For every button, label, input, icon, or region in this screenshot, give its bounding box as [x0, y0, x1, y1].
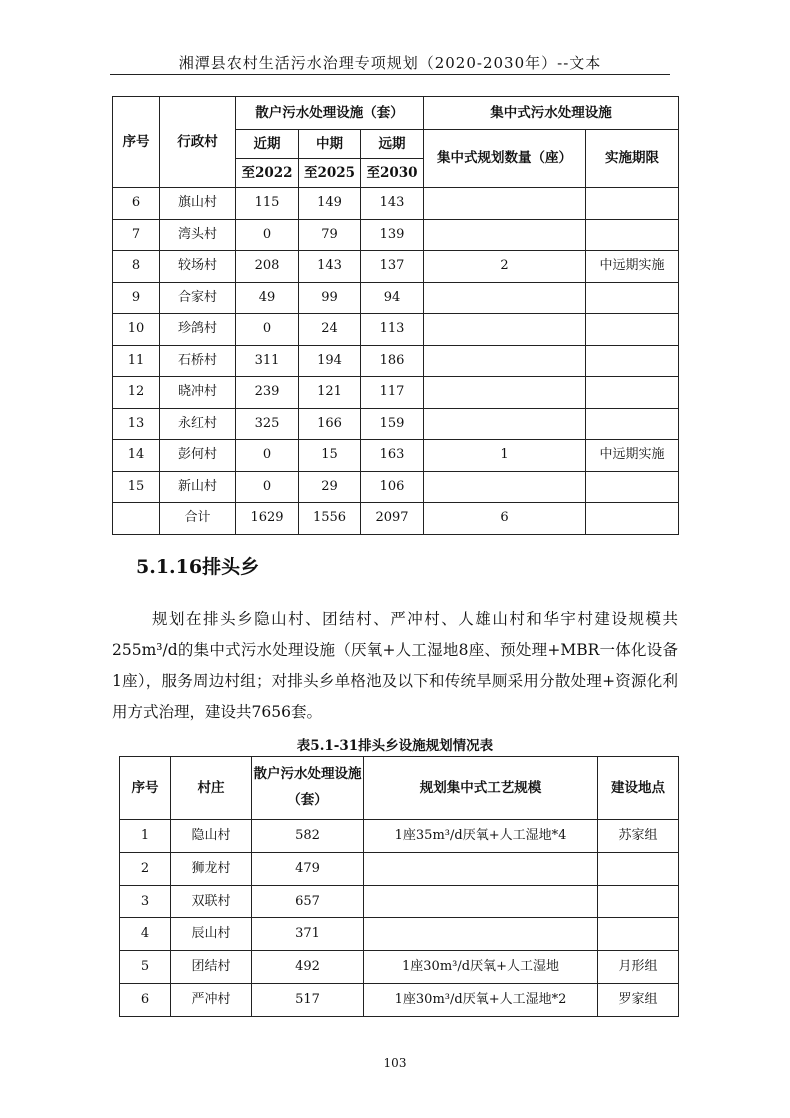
cell-central-count [424, 471, 586, 503]
cell-mid: 99 [299, 282, 361, 314]
cell-site [598, 918, 679, 951]
total-label: 合计 [160, 503, 236, 535]
cell-village: 狮龙村 [171, 852, 252, 885]
cell-village: 隐山村 [171, 820, 252, 853]
table-row [113, 471, 679, 503]
cell-seq: 6 [113, 188, 160, 220]
cell-near: 0 [236, 440, 299, 472]
table-row [113, 408, 679, 440]
cell-implement-period [586, 188, 679, 220]
col-header-mid: 中期 [299, 130, 361, 159]
cell-dispersed: 479 [252, 852, 364, 885]
table-row [120, 983, 679, 1016]
col-header-far-year: 至2030 [361, 159, 424, 188]
cell-seq: 5 [120, 951, 171, 984]
cell-site: 苏家组 [598, 820, 679, 853]
cell-far: 94 [361, 282, 424, 314]
cell-site [598, 852, 679, 885]
cell-implement-period [586, 282, 679, 314]
table-row [120, 918, 679, 951]
cell-site [598, 885, 679, 918]
cell-village: 辰山村 [171, 918, 252, 951]
cell-seq: 15 [113, 471, 160, 503]
cell-near: 311 [236, 345, 299, 377]
cell-seq: 4 [120, 918, 171, 951]
cell-near: 0 [236, 314, 299, 346]
col-header-near-year: 至2022 [236, 159, 299, 188]
cell-seq: 14 [113, 440, 160, 472]
table-row [113, 219, 679, 251]
total-period [586, 503, 679, 535]
col-header-central-count: 集中式规划数量（座） [424, 130, 586, 188]
cell-mid: 149 [299, 188, 361, 220]
table-row [113, 440, 679, 472]
cell-village: 永红村 [160, 408, 236, 440]
cell-central-count [424, 188, 586, 220]
total-row-blank [113, 503, 160, 535]
cell-central-count [424, 314, 586, 346]
cell-far: 137 [361, 251, 424, 283]
total-far: 2097 [361, 503, 424, 535]
cell-mid: 194 [299, 345, 361, 377]
cell-mid: 29 [299, 471, 361, 503]
cell-central-count [424, 282, 586, 314]
page-header-title: 湘潭县农村生活污水治理专项规划（2020-2030年）--文本 [178, 54, 602, 72]
col-header-dispersed: 散户污水处理设施（套） [252, 757, 364, 820]
table-row [113, 314, 679, 346]
cell-mid: 79 [299, 219, 361, 251]
total-mid: 1556 [299, 503, 361, 535]
table-caption: 表5.1-31排头乡设施规划情况表 [296, 738, 494, 754]
cell-village: 旗山村 [160, 188, 236, 220]
cell-far: 159 [361, 408, 424, 440]
table-row [113, 345, 679, 377]
cell-seq: 8 [113, 251, 160, 283]
cell-near: 49 [236, 282, 299, 314]
total-near: 1629 [236, 503, 299, 535]
table-row [113, 188, 679, 220]
cell-process [364, 885, 598, 918]
cell-seq: 11 [113, 345, 160, 377]
cell-dispersed: 492 [252, 951, 364, 984]
cell-far: 106 [361, 471, 424, 503]
cell-seq: 1 [120, 820, 171, 853]
cell-far: 117 [361, 377, 424, 409]
cell-dispersed: 657 [252, 885, 364, 918]
cell-central-count [424, 219, 586, 251]
col-header-mid-year: 至2025 [299, 159, 361, 188]
cell-mid: 166 [299, 408, 361, 440]
cell-village: 双联村 [171, 885, 252, 918]
col-group-central: 集中式污水处理设施 [424, 97, 679, 130]
cell-far: 143 [361, 188, 424, 220]
cell-seq: 9 [113, 282, 160, 314]
table-row [120, 885, 679, 918]
cell-central-count [424, 408, 586, 440]
cell-mid: 15 [299, 440, 361, 472]
cell-near: 325 [236, 408, 299, 440]
cell-near: 115 [236, 188, 299, 220]
cell-implement-period [586, 314, 679, 346]
total-count: 6 [424, 503, 586, 535]
cell-mid: 121 [299, 377, 361, 409]
cell-process [364, 852, 598, 885]
village-facility-table [112, 96, 679, 535]
cell-process [364, 918, 598, 951]
col-group-dispersed: 散户污水处理设施（套） [236, 97, 424, 130]
col-header-near: 近期 [236, 130, 299, 159]
cell-village: 珍鸽村 [160, 314, 236, 346]
cell-far: 113 [361, 314, 424, 346]
table-row [113, 251, 679, 283]
cell-village: 湾头村 [160, 219, 236, 251]
table-row [120, 951, 679, 984]
cell-seq: 13 [113, 408, 160, 440]
cell-site: 月形组 [598, 951, 679, 984]
cell-village: 石桥村 [160, 345, 236, 377]
cell-near: 239 [236, 377, 299, 409]
cell-seq: 12 [113, 377, 160, 409]
cell-implement-period: 中远期实施 [586, 251, 679, 283]
cell-seq: 6 [120, 983, 171, 1016]
col-header-process: 规划集中式工艺规模 [364, 757, 598, 820]
cell-village: 合家村 [160, 282, 236, 314]
cell-village: 彭何村 [160, 440, 236, 472]
body-paragraph: 规划在排头乡隐山村、团结村、严冲村、人雄山村和华宇村建设规模共255m³/d的集中式污水处理设施（厌氧+人工湿地8座、预处理+MBR一体化设备1座），服务周边村组；对排头乡单格池及以下和传统旱厕采用分散处理+资源化利用方式治理，建设共7656套。 [112, 610, 678, 721]
cell-site: 罗家组 [598, 983, 679, 1016]
col-header-far: 远期 [361, 130, 424, 159]
cell-implement-period [586, 377, 679, 409]
col-header-seq: 序号 [113, 97, 160, 188]
col-header-seq: 序号 [120, 757, 171, 820]
paitou-facility-table [119, 756, 679, 1017]
table-row [120, 820, 679, 853]
cell-near: 0 [236, 219, 299, 251]
col-header-implement: 实施期限 [586, 130, 679, 188]
cell-village: 团结村 [171, 951, 252, 984]
cell-central-count: 2 [424, 251, 586, 283]
table-row [113, 282, 679, 314]
cell-implement-period [586, 219, 679, 251]
cell-dispersed: 371 [252, 918, 364, 951]
cell-central-count [424, 377, 586, 409]
cell-village: 新山村 [160, 471, 236, 503]
cell-mid: 24 [299, 314, 361, 346]
cell-dispersed: 582 [252, 820, 364, 853]
cell-village: 较场村 [160, 251, 236, 283]
cell-far: 186 [361, 345, 424, 377]
cell-seq: 7 [113, 219, 160, 251]
cell-village: 严冲村 [171, 983, 252, 1016]
page-number: 103 [383, 1056, 407, 1070]
section-heading: 5.1.16排头乡 [136, 556, 260, 578]
cell-implement-period [586, 345, 679, 377]
header-divider [110, 74, 670, 75]
cell-mid: 143 [299, 251, 361, 283]
col-header-village: 村庄 [171, 757, 252, 820]
cell-seq: 3 [120, 885, 171, 918]
cell-village: 晓冲村 [160, 377, 236, 409]
cell-process: 1座35m³/d厌氧+人工湿地*4 [364, 820, 598, 853]
cell-dispersed: 517 [252, 983, 364, 1016]
cell-seq: 10 [113, 314, 160, 346]
col-header-village: 行政村 [160, 97, 236, 188]
table-row [120, 852, 679, 885]
cell-far: 163 [361, 440, 424, 472]
cell-process: 1座30m³/d厌氧+人工湿地*2 [364, 983, 598, 1016]
cell-near: 0 [236, 471, 299, 503]
cell-implement-period [586, 408, 679, 440]
cell-near: 208 [236, 251, 299, 283]
col-header-site: 建设地点 [598, 757, 679, 820]
cell-central-count: 1 [424, 440, 586, 472]
table-row [113, 377, 679, 409]
cell-seq: 2 [120, 852, 171, 885]
cell-implement-period [586, 471, 679, 503]
cell-far: 139 [361, 219, 424, 251]
cell-central-count [424, 345, 586, 377]
cell-process: 1座30m³/d厌氧+人工湿地 [364, 951, 598, 984]
cell-implement-period: 中远期实施 [586, 440, 679, 472]
